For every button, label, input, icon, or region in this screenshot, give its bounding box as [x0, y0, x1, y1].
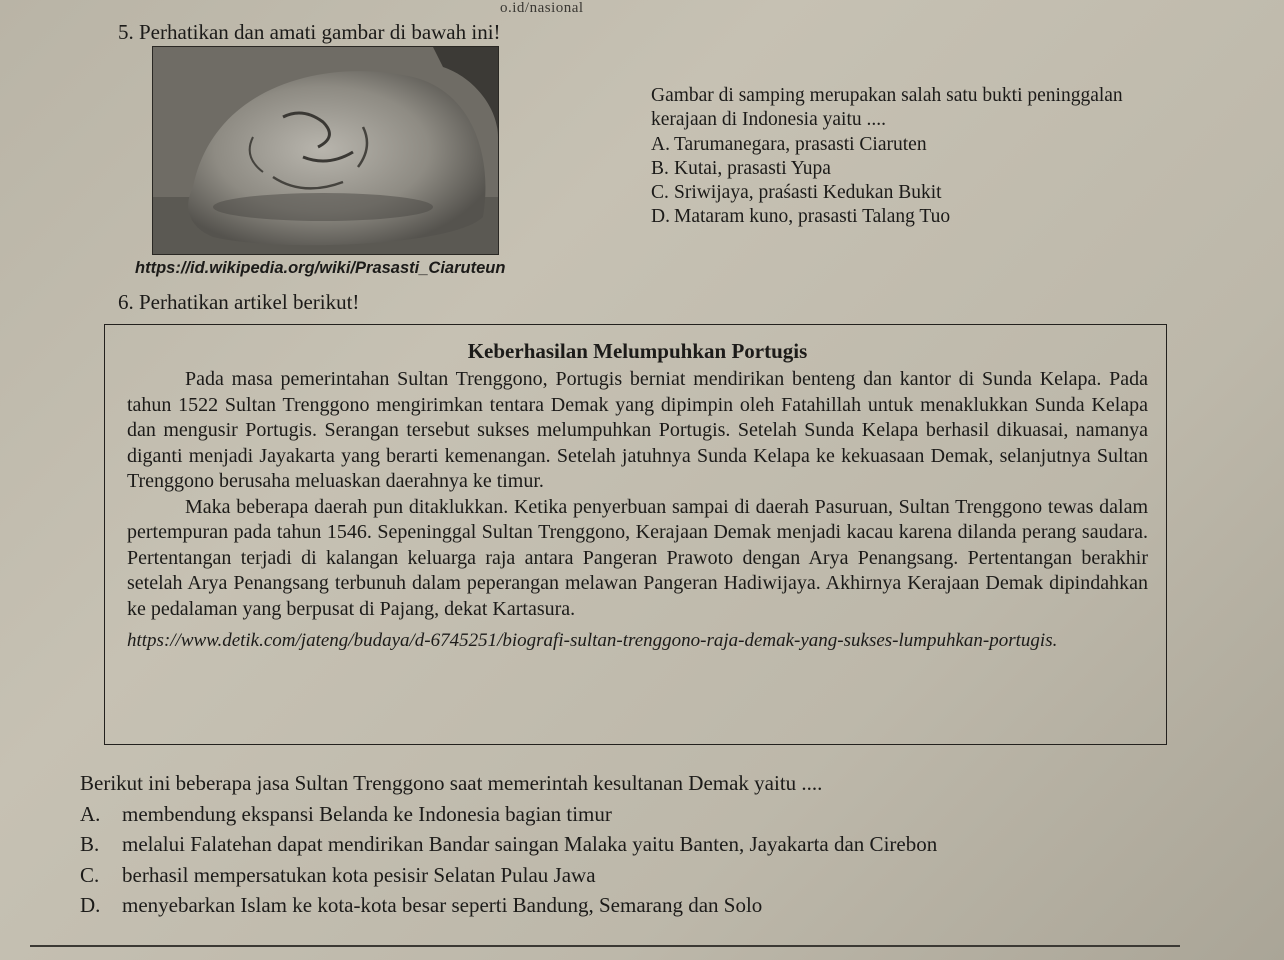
question-5-text [651, 84, 1151, 229]
option-letter: C. [80, 862, 100, 887]
article-box [104, 324, 1167, 745]
q6-option-b[interactable] [80, 829, 1200, 860]
option-letter: C. [651, 182, 669, 203]
q5-option-a[interactable] [651, 133, 1151, 157]
question-6-title: 6. Perhatikan artikel berikut! [118, 290, 360, 314]
option-text: menyebarkan Islam ke kota-kota besar seperti Bandung, Semarang dan Solo [122, 893, 763, 917]
question-6-stem: Berikut ini beberapa jasa Sultan Trenggono saat memerintah kesultanan Demak yaitu .... [80, 771, 823, 795]
question-6-block [80, 768, 1200, 921]
option-text: Tarumanegara, prasasti Ciaruten [674, 134, 927, 155]
option-letter: B. [80, 832, 100, 856]
option-letter: A. [651, 134, 670, 155]
q6-option-a[interactable] [80, 799, 1200, 830]
q5-option-b[interactable] [651, 157, 1151, 181]
option-text: Kutai, prasasti Yupa [674, 158, 831, 179]
inscription-photo [152, 46, 499, 255]
option-letter: D. [651, 206, 670, 227]
q6-option-d[interactable] [80, 890, 1200, 921]
option-text: melalui Falatehan dapat mendirikan Bandar saingan Malaka yaitu Banten, Jayakarta dan Cirebon [122, 832, 938, 856]
question-5-stem: Gambar di samping merupakan salah satu bukti peninggalan kerajaan di Indonesia yaitu .... [651, 85, 1123, 130]
q6-option-c[interactable] [80, 860, 1200, 891]
option-letter: A. [80, 801, 101, 826]
option-text: Mataram kuno, prasasti Talang Tuo [674, 206, 951, 227]
option-text: berhasil mempersatukan kota pesisir Selatan Pulau Jawa [122, 862, 596, 887]
header-fragment: o.id/nasional [500, 0, 584, 16]
photo-caption: https://id.wikipedia.org/wiki/Prasasti_Ciaruteun [135, 259, 506, 277]
article-source: https://www.detik.com/jateng/budaya/d-6745251/biografi-sultan-trenggono-raja-demak-yang-sukses-lumpuhkan-portugis. [127, 630, 1058, 651]
option-letter: D. [80, 893, 101, 917]
article-paragraph-1: Pada masa pemerintahan Sultan Trenggono, Portugis berniat mendirikan benteng dan kantor di Sunda Kelapa. Pada tahun 1522 Sultan Trenggono mengirimkan tentara Demak yang dipimpin oleh Fatahillah untuk menaklukkan Sunda Kelapa dan mengusir Portugis. Serangan tersebut sukses melumpuhkan Portugis. Setelah Sunda Kelapa berhasil dikuasai, namanya diganti menjadi Jayakarta yang berarti kemenangan. Setelah jatuhnya Sunda Kelapa ke kekuasaan Demak, selanjutnya Sultan Trenggono berusaha meluaskan daerahnya ke timur. [127, 368, 1148, 492]
option-text: membendung ekspansi Belanda ke Indonesia bagian timur [122, 801, 612, 826]
q5-option-d[interactable] [651, 205, 1151, 229]
q5-option-c[interactable] [651, 181, 1151, 205]
option-text: Sriwijaya, praśasti Kedukan Bukit [674, 182, 942, 203]
article-paragraph-2: Maka beberapa daerah pun ditaklukkan. Ketika penyerbuan sampai di daerah Pasuruan, Sultan Trenggono tewas dalam pertempuran pada tahun 1546. Sepeninggal Sultan Trenggono, Kerajaan Demak menjadi kacau karena dilanda perang saudara. Pertentangan terjadi di kalangan keluarga raja antara Pangeran Prawoto dengan Arya Penangsang. Pertentangan berakhir setelah Arya Penangsang terbunuh dalam peperangan melawan Pangeran Hadiwijaya. Akhirnya Kerajaan Demak dipindahkan ke pedalaman yang berpusat di Pajang, dekat Kartasura. [127, 495, 1148, 620]
bottom-rule [30, 945, 1180, 947]
option-letter: B. [651, 158, 669, 179]
article-title: Keberhasilan Melumpuhkan Portugis [467, 339, 808, 363]
question-5-title: 5. Perhatikan dan amati gambar di bawah ini! [118, 20, 501, 44]
